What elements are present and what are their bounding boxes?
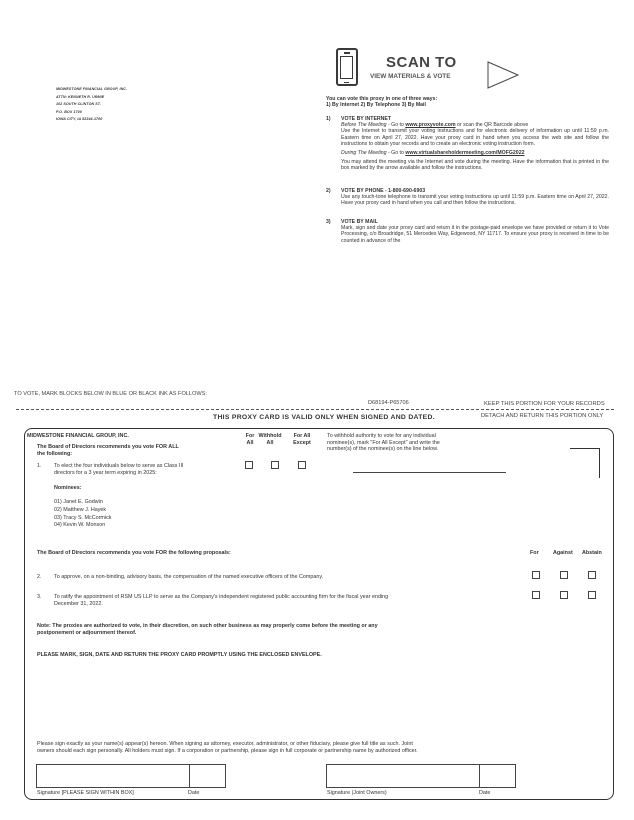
vote-mail-heading: VOTE BY MAIL xyxy=(341,219,378,225)
address-company: MIDWESTONE FINANCIAL GROUP, INC. xyxy=(56,87,128,91)
vote-phone-section xyxy=(326,188,616,216)
card-company-name: MIDWESTONE FINANCIAL GROUP, INC. xyxy=(27,433,129,439)
board-rec-line1: The Board of Directors recommends you vote FOR ALL xyxy=(37,444,179,450)
keep-portion-label: KEEP THIS PORTION FOR YOUR RECORDS xyxy=(484,401,605,407)
item3-number: 3. xyxy=(37,594,42,600)
vote-mail-body: Mark, sign and date your proxy card and return it in the postage-paid envelope we have provided or return it to Vote Processing, c/o Broadridge, 51 Mercedes Way, Edgewood, NY 11717. To ensure your proxy is received in time to be counted in advance of the xyxy=(341,225,609,244)
vote-phone-body: Use any touch-tone telephone to transmit your voting instructions up until 11:59 p.m. Eastern time on April 27, 2022. Have your proxy card in hand when you call and then follow the instructions. xyxy=(341,194,609,207)
address-attn: ATTN: KENNETH R. URMIE xyxy=(56,94,105,99)
withhold-all-checkbox[interactable] xyxy=(271,461,279,469)
nominees-label: Nominees: xyxy=(54,485,82,491)
nominee-item: 01) Janet E. Godwin xyxy=(54,499,103,505)
joint-date-label: Date xyxy=(479,790,491,796)
corner-mark xyxy=(570,448,600,478)
date-label: Date xyxy=(188,790,200,796)
address-street: 102 SOUTH CLINTON ST. xyxy=(56,102,101,107)
before-post: or scan the QR Barcode above xyxy=(455,122,529,129)
triangle-arrow-icon xyxy=(486,60,522,90)
step-number: 3) xyxy=(326,219,331,225)
col-withhold-line1: Withhold xyxy=(258,433,282,439)
col-for-all-line1: For xyxy=(245,433,255,439)
item3-text xyxy=(54,594,494,607)
validity-notice: THIS PROXY CARD IS VALID ONLY WHEN SIGNED AND DATED. xyxy=(213,414,435,421)
item2-abstain-checkbox[interactable] xyxy=(588,571,596,579)
col-against: Against xyxy=(553,550,573,556)
for-all-checkbox[interactable] xyxy=(245,461,253,469)
during-pre: - Go to xyxy=(386,150,406,157)
withhold-instr-line2: nominee(s), mark "For All Except" and write the xyxy=(327,439,440,446)
scan-subtitle: VIEW MATERIALS & VOTE xyxy=(370,73,451,80)
item3-abstain-checkbox[interactable] xyxy=(588,591,596,599)
item1-text xyxy=(54,463,234,476)
vote-internet-heading: VOTE BY INTERNET xyxy=(341,116,392,122)
item3-for-checkbox[interactable] xyxy=(532,591,540,599)
item1-line2: directors for a 3 year term expiring in 2025: xyxy=(54,469,157,476)
during-body: You may attend the meeting via the Internet and vote during the meeting. Have the information that is printed in the box marked by the arrow available and follow the instructions. xyxy=(341,159,609,172)
please-mark-notice: PLEASE MARK, SIGN, DATE AND RETURN THE PROXY CARD PROMPTLY USING THE ENCLOSED ENVELOPE. xyxy=(37,652,322,658)
col-withhold-line2: All xyxy=(266,439,274,446)
item3-against-checkbox[interactable] xyxy=(560,591,568,599)
nominees-list xyxy=(54,499,112,530)
withhold-instr-line1: To withhold authority to vote for any individual xyxy=(327,433,436,439)
virtual-meeting-link[interactable]: www.virtualshareholdermeeting.com/MOFG2022 xyxy=(405,150,525,157)
item2-against-checkbox[interactable] xyxy=(560,571,568,579)
during-meeting-label: During The Meeting xyxy=(341,150,387,157)
nominee-item: 04) Kevin W. Monson xyxy=(54,522,106,529)
step-number: 1) xyxy=(326,116,331,122)
joint-signature-box[interactable] xyxy=(326,764,516,788)
vote-phone-heading: VOTE BY PHONE - 1-800-690-6903 xyxy=(341,188,426,194)
address-pobox: P.O. BOX 1700 xyxy=(56,109,82,114)
item2-for-checkbox[interactable] xyxy=(532,571,540,579)
note-line1: Note: The proxies are authorized to vote, in their discretion, on such other business as may properly come before the meeting or any xyxy=(37,623,378,629)
nominee-item: 02) Matthew J. Hayek xyxy=(54,506,107,513)
col-for: For xyxy=(530,550,539,556)
withhold-instructions xyxy=(327,433,512,453)
note-line2: postponement or adjournment thereof. xyxy=(37,629,137,636)
vote-intro-line2: 1) By Internet 2) By Telephone 3) By Mail xyxy=(326,102,426,109)
board-recommendation xyxy=(37,444,179,457)
before-body: Use the Internet to transmit your voting instructions and for electronic delivery of information up until 11:59 p.m. Eastern time on April 27, 2022. Have your proxy card in hand when you access the web site and follow the instructions to obtain your records and to create an electronic voting instruction form. xyxy=(341,128,609,147)
mark-instructions: TO VOTE, MARK BLOCKS BELOW IN BLUE OR BLACK INK AS FOLLOWS: xyxy=(14,391,207,397)
item1-line1: To elect the four individuals below to serve as Class III xyxy=(54,463,184,469)
signature-box[interactable] xyxy=(36,764,226,788)
vote-intro xyxy=(326,96,437,109)
vote-internet-section xyxy=(326,116,616,186)
vote-intro-line1: You can vote this proxy in one of three ways: xyxy=(326,96,438,102)
before-meeting-label: Before The Meeting xyxy=(341,122,387,129)
scan-title: SCAN TO xyxy=(386,54,457,71)
item3-line2: December 31, 2022. xyxy=(54,600,103,607)
joint-signature-label: Signature (Joint Owners) xyxy=(327,790,387,796)
sign-instr-line2: owners should each sign personally. All holders must sign. If a corporation or partnership, please sign in full corporate or partnership name by authorized officer. xyxy=(37,747,418,754)
item2-number: 2. xyxy=(37,574,42,580)
mailing-address xyxy=(56,86,127,124)
before-pre: - Go to xyxy=(386,122,406,129)
discretion-note xyxy=(37,623,497,636)
nominee-number-line[interactable] xyxy=(353,472,506,473)
detach-portion-label: DETACH AND RETURN THIS PORTION ONLY xyxy=(481,413,604,419)
col-except-line2: Except xyxy=(293,439,311,446)
perforation-line xyxy=(16,409,614,410)
step-number: 2) xyxy=(326,188,331,194)
board-rec-proposals: The Board of Directors recommends you vote FOR the following proposals: xyxy=(37,550,231,556)
col-for-all-except xyxy=(289,433,315,446)
signing-instructions xyxy=(37,741,597,754)
vote-mail-section xyxy=(326,219,616,251)
item1-number: 1. xyxy=(37,463,42,469)
control-code: D68194-P65706 xyxy=(368,400,409,406)
for-all-except-checkbox[interactable] xyxy=(298,461,306,469)
item2-text: To approve, on a non-binding, advisory basis, the compensation of the named executive officers of the Company. xyxy=(54,574,324,580)
col-abstain: Abstain xyxy=(582,550,602,556)
address-city: IOWA CITY, IA 52244-1700 xyxy=(56,117,103,122)
col-withhold-all xyxy=(255,433,285,446)
sign-instr-line1: Please sign exactly as your name(s) appear(s) hereon. When signing as attorney, executor, administrator, or other fiduciary, please give full title as such. Joint xyxy=(37,741,413,747)
proxyvote-link[interactable]: www.proxyvote.com xyxy=(405,122,456,129)
signature-label: Signature [PLEASE SIGN WITHIN BOX] xyxy=(37,790,134,796)
withhold-instr-line3: number(s) of the nominee(s) on the line below. xyxy=(327,446,439,453)
col-except-line1: For All xyxy=(293,433,311,439)
board-rec-line2: the following: xyxy=(37,450,73,457)
col-for-all-line2: All xyxy=(246,439,254,446)
smartphone-icon xyxy=(336,48,358,86)
nominee-item: 03) Tracy S. McCormick xyxy=(54,514,112,521)
item3-line1: To ratify the appointment of RSM US LLP to serve as the Company's independent registered public accounting firm for the fiscal year ending xyxy=(54,594,389,600)
